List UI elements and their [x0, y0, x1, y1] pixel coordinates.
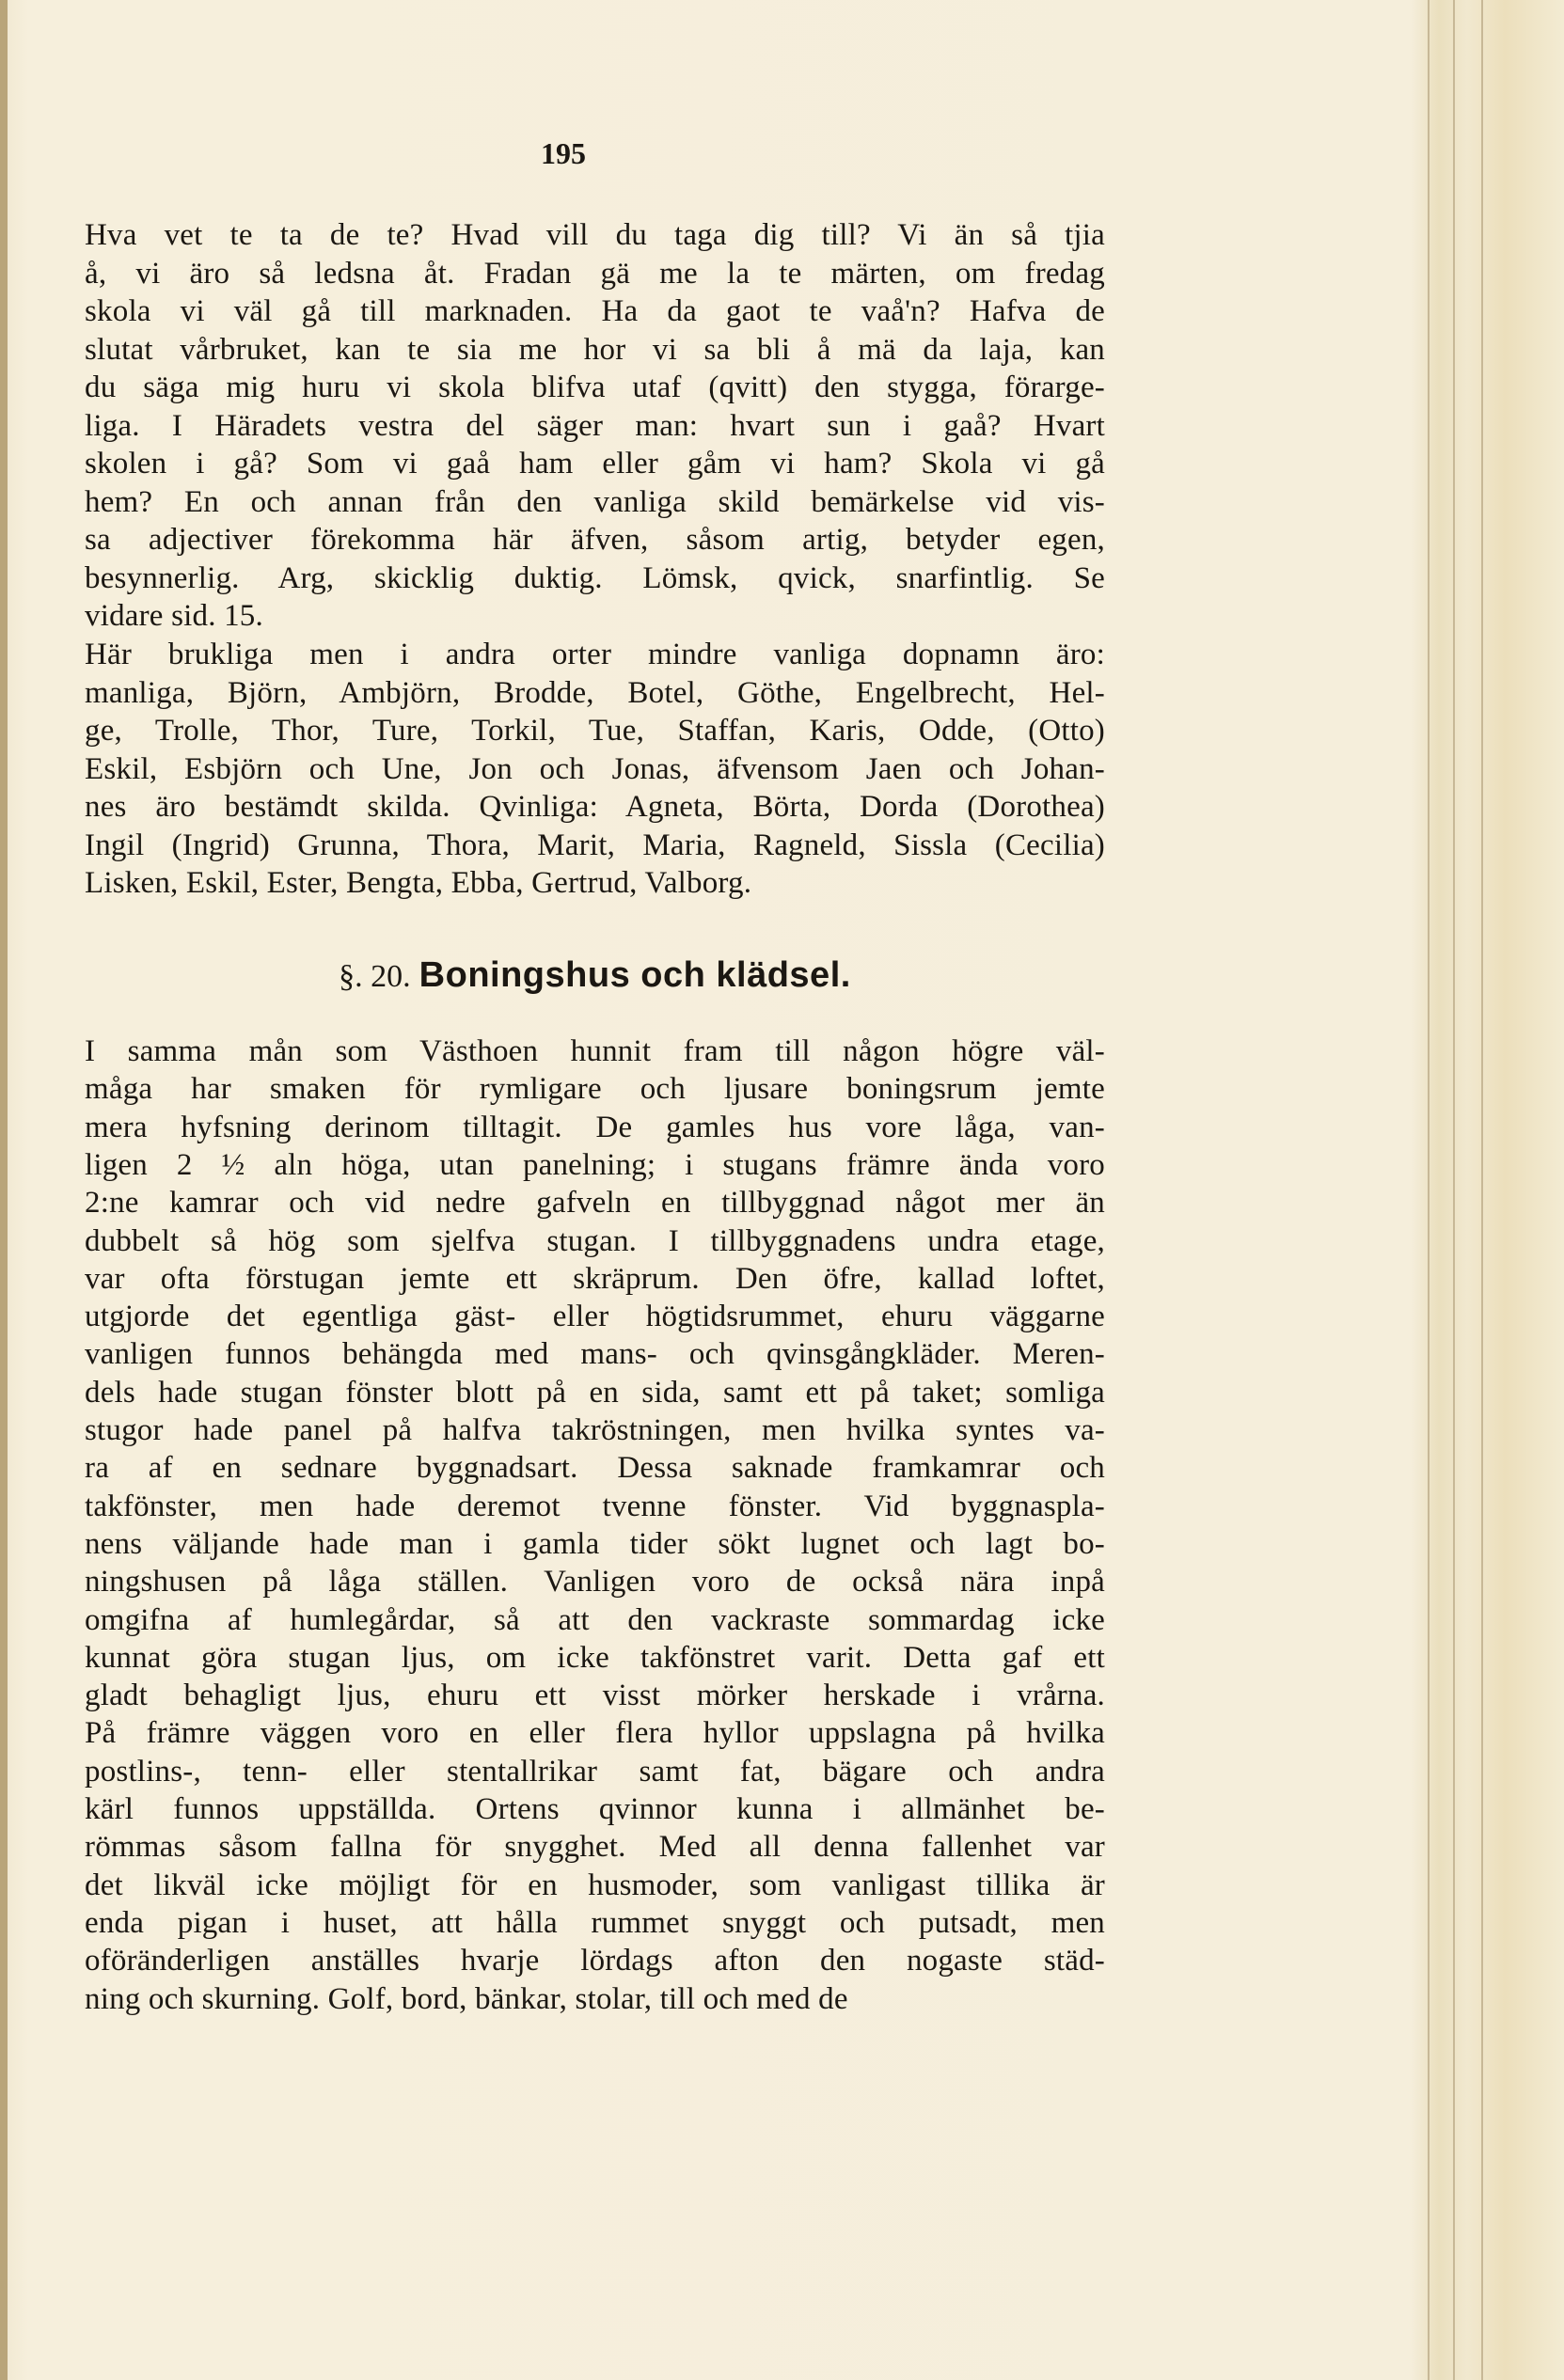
- text-line: utgjorde det egentliga gäst- eller högtidsrummet, ehuru väggarne: [85, 1300, 1105, 1334]
- text-line: dubbelt så hög som sjelfva stugan. I tillbyggnadens undra etage,: [85, 1223, 1105, 1258]
- text-line: postlins-, tenn- eller stentallrikar samt fat, bägare och andra: [85, 1754, 1105, 1789]
- section-title: Boningshus och klädsel.: [419, 955, 851, 995]
- text-line: nes äro bestämdt skilda. Qvinliga: Agneta, Börta, Dorda (Dorothea): [85, 790, 1105, 824]
- text-line: römmas såsom fallna för snygghet. Med all denna fallenhet var: [85, 1830, 1105, 1865]
- text-line: sa adjectiver förekomma här äfven, såsom artig, betyder egen,: [85, 523, 1105, 557]
- text-line: Eskil, Esbjörn och Une, Jon och Jonas, äfvensom Jaen och Johan-: [85, 751, 1105, 786]
- text-line: ning och skurning. Golf, bord, bänkar, stolar, till och med de: [85, 1981, 848, 2016]
- text-line: nens väljande hade man i gamla tider sökt lugnet och lagt bo-: [85, 1526, 1105, 1561]
- text-line: besynnerlig. Arg, skicklig duktig. Lömsk, qvick, snarfintlig. Se: [85, 560, 1105, 595]
- text-line: enda pigan i huset, att hålla rummet snyggt och putsadt, men: [85, 1905, 1105, 1940]
- text-line: gladt behagligt ljus, ehuru ett visst mörker herskade i vrårna.: [85, 1679, 1105, 1713]
- text-line: måga har smaken för rymligare och ljusare boningsrum jemte: [85, 1072, 1105, 1107]
- text-line: takfönster, men hade deremot tvenne fönster. Vid byggnaspla-: [85, 1489, 1105, 1523]
- page-edge-line: [1453, 0, 1455, 2380]
- text-line: kunnat göra stugan ljus, om icke takfönstret varit. Detta gaf ett: [85, 1640, 1105, 1675]
- text-line: Lisken, Eskil, Ester, Bengta, Ebba, Gertrud, Valborg.: [85, 866, 752, 900]
- text-line: omgifna af humlegårdar, så att den vackraste sommardag icke: [85, 1602, 1105, 1637]
- text-line: dels hade stugan fönster blott på en sida, samt ett på taket; somliga: [85, 1375, 1105, 1410]
- text-line: å, vi äro så ledsna åt. Fradan gä me la te märten, om fredag: [85, 256, 1105, 291]
- text-line: Hva vet te ta de te? Hvad vill du taga dig till? Vi än så tjia: [85, 218, 1105, 252]
- text-line: ningshusen på låga ställen. Vanligen voro de också nära inpå: [85, 1565, 1105, 1600]
- text-line: hem? En och annan från den vanliga skild bemärkelse vid vis-: [85, 484, 1105, 519]
- text-line: 2:ne kamrar och vid nedre gafveln en tillbyggnad något mer än: [85, 1186, 1105, 1221]
- text-line: vanligen funnos behängda med mans- och qvinsgångkläder. Meren-: [85, 1337, 1105, 1372]
- text-line: var ofta förstugan jemte ett skräprum. Den öfre, kallad loftet,: [85, 1261, 1105, 1296]
- text-line: På främre väggen voro en eller flera hyllor uppslagna på hvilka: [85, 1716, 1105, 1751]
- section-number: §. 20.: [339, 959, 411, 994]
- page-number: 195: [541, 136, 586, 170]
- text-line: du säga mig huru vi skola blifva utaf (qvitt) den stygga, förarge-: [85, 370, 1105, 404]
- section-heading: [85, 954, 1105, 998]
- text-line: mera hyfsning derinom tilltagit. De gamles hus vore låga, van-: [85, 1110, 1105, 1144]
- text-line: skolen i gå? Som vi gaå ham eller gåm vi ham? Skola vi gå: [85, 447, 1105, 481]
- text-line: oföränderligen anställes hvarje lördags afton den nogaste städ-: [85, 1944, 1105, 1978]
- page-edge-line: [1428, 0, 1430, 2380]
- text-line: ra af en sednare byggnadsart. Dessa saknade framkamrar och: [85, 1451, 1105, 1486]
- text-line: liga. I Häradets vestra del säger man: hvart sun i gaå? Hvart: [85, 408, 1105, 443]
- text-line: manliga, Björn, Ambjörn, Brodde, Botel, Göthe, Engelbrecht, Hel-: [85, 675, 1105, 710]
- text-line: slutat vårbruket, kan te sia me hor vi sa bli å mä da laja, kan: [85, 332, 1105, 367]
- text-line: skola vi väl gå till marknaden. Ha da gaot te vaå'n? Hafva de: [85, 294, 1105, 328]
- text-line: Ingil (Ingrid) Grunna, Thora, Marit, Maria, Ragneld, Sissla (Cecilia): [85, 827, 1105, 862]
- text-line: ge, Trolle, Thor, Ture, Torkil, Tue, Staffan, Karis, Odde, (Otto): [85, 714, 1105, 748]
- text-line: kärl funnos uppställda. Ortens qvinnor kunna i allmänhet be-: [85, 1792, 1105, 1826]
- text-line: I samma mån som Västhoen hunnit fram till någon högre väl-: [85, 1034, 1105, 1068]
- text-line: det likväl icke möjligt för en husmoder, som vanligast tillika är: [85, 1868, 1105, 1902]
- page-edge-line: [1481, 0, 1483, 2380]
- text-line: Här brukliga men i andra orter mindre vanliga dopnamn äro:: [85, 638, 1105, 671]
- text-line: vidare sid. 15.: [85, 599, 263, 633]
- page-spine: [0, 0, 8, 2380]
- text-line: ligen 2 ½ aln höga, utan panelning; i stugans främre ända voro: [85, 1147, 1105, 1182]
- text-line: stugor hade panel på halfva takröstningen, men hvilka syntes va-: [85, 1413, 1105, 1447]
